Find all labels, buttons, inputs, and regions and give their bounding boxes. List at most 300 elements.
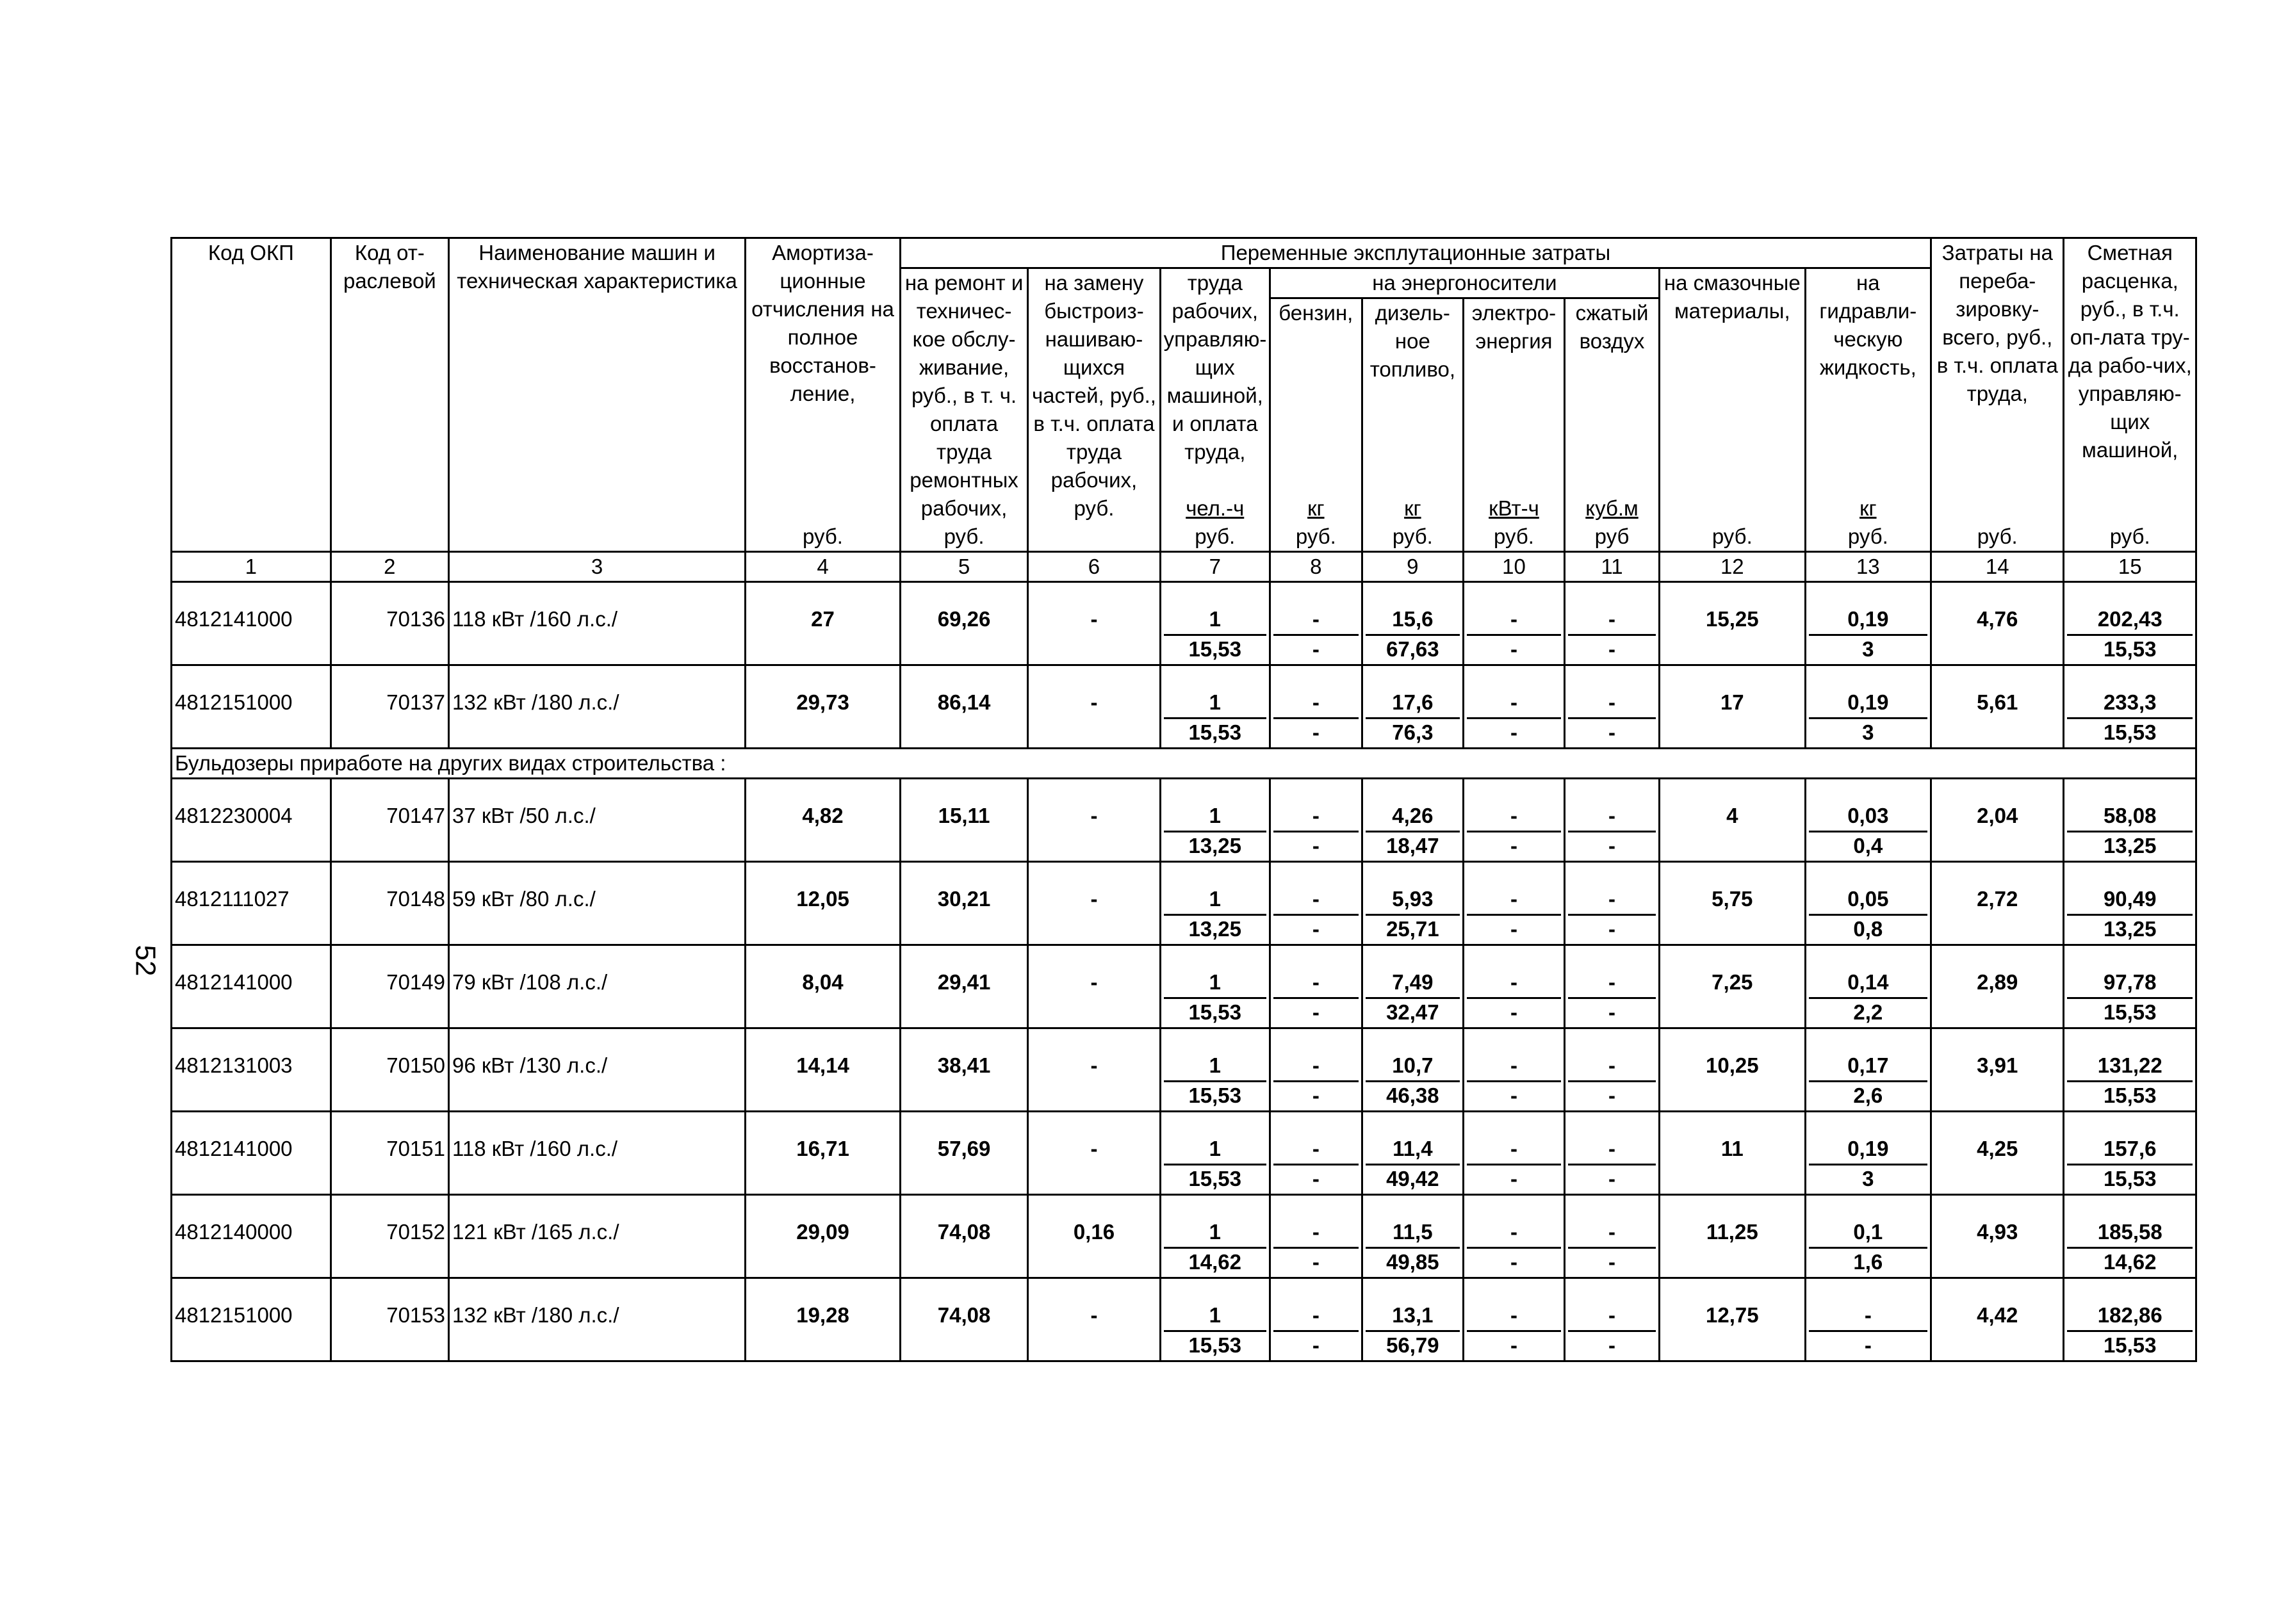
okp-code: 4812230004 <box>172 801 331 862</box>
spacer-row <box>172 582 2196 605</box>
petrol-cell <box>1270 688 1362 749</box>
hydraulic-cell-bottom: 3 <box>1809 717 1927 747</box>
diesel-cell <box>1362 1217 1463 1278</box>
parts-value: - <box>1028 884 1160 945</box>
okp-code: 4812140000 <box>172 1217 331 1278</box>
page-number: 52 <box>129 945 161 977</box>
spacer-cell <box>1463 1028 1564 1052</box>
petrol-cell-top: - <box>1312 1220 1320 1244</box>
header-labor-text: труда рабочих, управляю-щих машиной, и оплата труда, <box>1163 271 1267 464</box>
estimate-cell-top: 157,6 <box>2103 1137 2157 1160</box>
hydraulic-cell-bottom: 3 <box>1809 1164 1927 1194</box>
electricity-cell-top: - <box>1510 690 1517 714</box>
petrol-cell-bottom: - <box>1273 1080 1359 1110</box>
electricity-cell <box>1463 1301 1564 1361</box>
spacer-cell <box>1028 665 1160 688</box>
diesel-cell <box>1362 605 1463 665</box>
spacer-cell <box>1565 1278 1660 1301</box>
header-electricity-unit-top: кВт-ч <box>1489 496 1539 520</box>
okp-code: 4812151000 <box>172 688 331 749</box>
diesel-cell <box>1362 1051 1463 1112</box>
hydraulic-cell-bottom: 1,6 <box>1809 1247 1927 1277</box>
spacer-cell <box>331 582 448 605</box>
spacer-cell <box>1270 582 1362 605</box>
machine-name: 118 кВт /160 л.с./ <box>448 1134 745 1195</box>
air-cell-top: - <box>1608 1053 1615 1077</box>
diesel-cell <box>1362 968 1463 1028</box>
spacer-cell <box>2064 1195 2196 1218</box>
hydraulic-cell <box>1805 968 1931 1028</box>
labor-cell-bottom: 15,53 <box>1164 717 1266 747</box>
spacer-cell <box>1660 862 1806 885</box>
column-number: 11 <box>1565 552 1660 582</box>
spacer-cell <box>2064 582 2196 605</box>
spacer-cell <box>1362 665 1463 688</box>
table-row <box>172 801 2196 862</box>
air-cell-top: - <box>1608 690 1615 714</box>
air-cell <box>1565 1051 1660 1112</box>
spacer-cell <box>1565 945 1660 968</box>
header-energy: на энергоносители <box>1270 268 1659 298</box>
petrol-cell-bottom: - <box>1273 1330 1359 1360</box>
diesel-cell-top: 11,4 <box>1393 1137 1433 1160</box>
lubricants-value: 11 <box>1660 1134 1806 1195</box>
spacer-cell <box>1160 862 1270 885</box>
petrol-cell-bottom: - <box>1273 1247 1359 1277</box>
diesel-cell-top: 13,1 <box>1392 1303 1434 1327</box>
spacer-cell <box>1028 1112 1160 1135</box>
electricity-cell <box>1463 688 1564 749</box>
hydraulic-cell-bottom: 0,8 <box>1809 914 1927 944</box>
estimate-cell-bottom: 15,53 <box>2067 997 2193 1027</box>
hydraulic-cell <box>1805 801 1931 862</box>
petrol-cell <box>1270 1134 1362 1195</box>
column-number: 9 <box>1362 552 1463 582</box>
labor-cell <box>1160 1217 1270 1278</box>
labor-cell-bottom: 14,62 <box>1164 1247 1266 1277</box>
spacer-cell <box>172 1112 331 1135</box>
table-row <box>172 1301 2196 1361</box>
electricity-cell <box>1463 1134 1564 1195</box>
okp-code: 4812141000 <box>172 1134 331 1195</box>
electricity-cell-bottom: - <box>1467 831 1561 861</box>
table-row <box>172 1217 2196 1278</box>
diesel-cell-bottom: 67,63 <box>1366 634 1460 664</box>
spacer-cell <box>746 665 901 688</box>
labor-cell-top: 1 <box>1209 1303 1221 1327</box>
spacer-cell <box>1362 582 1463 605</box>
repair-value: 29,41 <box>900 968 1027 1028</box>
diesel-cell <box>1362 1134 1463 1195</box>
diesel-cell <box>1362 801 1463 862</box>
air-cell <box>1565 884 1660 945</box>
column-number: 3 <box>448 552 745 582</box>
air-cell-top: - <box>1608 607 1615 631</box>
estimate-cell <box>2064 688 2196 749</box>
spacer-cell <box>1565 1195 1660 1218</box>
spacer-cell <box>1160 582 1270 605</box>
okp-code: 4812151000 <box>172 1301 331 1361</box>
spacer-cell <box>1660 1195 1806 1218</box>
spacer-cell <box>172 582 331 605</box>
labor-cell-top: 1 <box>1209 1053 1221 1077</box>
spacer-cell <box>1463 1278 1564 1301</box>
spacer-cell <box>1805 779 1931 802</box>
diesel-cell-bottom: 32,47 <box>1366 997 1460 1027</box>
petrol-cell-top: - <box>1312 690 1320 714</box>
spacer-cell <box>1463 862 1564 885</box>
header-air-unit-bot: руб <box>1594 524 1630 548</box>
machine-name: 132 кВт /180 л.с./ <box>448 1301 745 1361</box>
repair-value: 69,26 <box>900 605 1027 665</box>
relocation-value: 2,04 <box>1931 801 2064 862</box>
header-parts <box>1028 268 1160 552</box>
amortization-value: 29,73 <box>746 688 901 749</box>
petrol-cell-bottom: - <box>1273 831 1359 861</box>
header-diesel <box>1362 298 1463 552</box>
header-estimate-text: Сметная расценка, руб., в т.ч. оп-лата тру-да рабо-чих, управляю-щих машиной, <box>2068 241 2192 462</box>
spacer-cell <box>746 1195 901 1218</box>
parts-value: 0,16 <box>1028 1217 1160 1278</box>
hydraulic-cell <box>1805 1134 1931 1195</box>
header-air <box>1565 298 1660 552</box>
relocation-value: 2,89 <box>1931 968 2064 1028</box>
spacer-cell <box>1270 665 1362 688</box>
petrol-cell-top: - <box>1312 970 1320 994</box>
parts-value: - <box>1028 801 1160 862</box>
amortization-value: 8,04 <box>746 968 901 1028</box>
lubricants-value: 5,75 <box>1660 884 1806 945</box>
diesel-cell-bottom: 46,38 <box>1366 1080 1460 1110</box>
labor-cell-top: 1 <box>1209 1137 1221 1160</box>
petrol-cell <box>1270 1217 1362 1278</box>
labor-cell-top: 1 <box>1209 970 1221 994</box>
diesel-cell-top: 10,7 <box>1392 1053 1434 1077</box>
air-cell-top: - <box>1608 1137 1615 1160</box>
spacer-cell <box>1270 779 1362 802</box>
header-branch-code: Код от-раслевой <box>331 238 448 552</box>
spacer-row <box>172 945 2196 968</box>
header-machine-name: Наименование машин и техническая характеристика <box>448 238 745 552</box>
table-row <box>172 884 2196 945</box>
spacer-cell <box>331 779 448 802</box>
diesel-cell-top: 11,5 <box>1393 1220 1433 1244</box>
header-hydraulic-unit-bot: руб. <box>1847 524 1888 548</box>
air-cell-top: - <box>1608 1303 1615 1327</box>
lubricants-value: 12,75 <box>1660 1301 1806 1361</box>
estimate-cell <box>2064 884 2196 945</box>
spacer-cell <box>331 862 448 885</box>
hydraulic-cell-top: 0,19 <box>1847 607 1889 631</box>
labor-cell-bottom: 15,53 <box>1164 997 1266 1027</box>
spacer-cell <box>900 1195 1027 1218</box>
relocation-value: 4,25 <box>1931 1134 2064 1195</box>
spacer-row <box>172 1195 2196 1218</box>
diesel-cell-bottom: 76,3 <box>1366 717 1460 747</box>
spacer-cell <box>900 1028 1027 1052</box>
spacer-cell <box>172 1028 331 1052</box>
branch-code: 70149 <box>331 968 448 1028</box>
air-cell <box>1565 605 1660 665</box>
spacer-cell <box>448 779 745 802</box>
header-diesel-unit-top: кг <box>1404 496 1421 520</box>
estimate-cell-bottom: 13,25 <box>2067 831 2193 861</box>
column-number: 1 <box>172 552 331 582</box>
amortization-value: 27 <box>746 605 901 665</box>
header-relocation-text: Затраты на переба-зировку-всего, руб., в т.ч. оплата труда, <box>1936 241 2058 405</box>
spacer-cell <box>746 1028 901 1052</box>
table-row <box>172 1134 2196 1195</box>
air-cell-bottom: - <box>1568 634 1656 664</box>
electricity-cell-bottom: - <box>1467 1080 1561 1110</box>
diesel-cell-bottom: 49,85 <box>1366 1247 1460 1277</box>
spacer-cell <box>448 582 745 605</box>
air-cell <box>1565 688 1660 749</box>
header-air-text: сжатый воздух <box>1575 301 1649 353</box>
amortization-value: 14,14 <box>746 1051 901 1112</box>
estimate-cell-top: 90,49 <box>2103 887 2157 911</box>
spacer-cell <box>1931 665 2064 688</box>
petrol-cell-top: - <box>1312 887 1320 911</box>
spacer-cell <box>2064 665 2196 688</box>
header-lubricants <box>1660 268 1806 552</box>
amortization-value: 19,28 <box>746 1301 901 1361</box>
table-row <box>172 1051 2196 1112</box>
header-parts-text: на замену быстроиз-нашиваю-щихся частей, руб., в т.ч. оплата труда рабочих, <box>1031 271 1156 492</box>
diesel-cell <box>1362 688 1463 749</box>
estimate-cell-bottom: 14,62 <box>2067 1247 2193 1277</box>
column-number: 8 <box>1270 552 1362 582</box>
spacer-cell <box>1931 1195 2064 1218</box>
spacer-cell <box>172 665 331 688</box>
petrol-cell-top: - <box>1312 1053 1320 1077</box>
diesel-cell <box>1362 884 1463 945</box>
estimate-cell <box>2064 801 2196 862</box>
spacer-cell <box>1463 779 1564 802</box>
diesel-cell-top: 15,6 <box>1392 607 1434 631</box>
spacer-cell <box>2064 945 2196 968</box>
diesel-cell <box>1362 1301 1463 1361</box>
column-number: 10 <box>1463 552 1564 582</box>
electricity-cell-bottom: - <box>1467 634 1561 664</box>
air-cell <box>1565 1301 1660 1361</box>
estimate-cell-top: 131,22 <box>2097 1053 2162 1077</box>
header-petrol <box>1270 298 1362 552</box>
spacer-cell <box>172 945 331 968</box>
section-title: Бульдозеры приработе на других видах строительства : <box>172 749 2196 779</box>
air-cell-bottom: - <box>1568 831 1656 861</box>
petrol-cell-bottom: - <box>1273 1164 1359 1194</box>
hydraulic-cell <box>1805 688 1931 749</box>
hydraulic-cell-bottom: 2,2 <box>1809 997 1927 1027</box>
spacer-cell <box>1463 1195 1564 1218</box>
hydraulic-cell <box>1805 1217 1931 1278</box>
amortization-value: 4,82 <box>746 801 901 862</box>
spacer-cell <box>1805 582 1931 605</box>
labor-cell-top: 1 <box>1209 804 1221 827</box>
diesel-cell-bottom: 56,79 <box>1366 1330 1460 1360</box>
machine-cost-table <box>170 237 2197 1362</box>
spacer-cell <box>331 1112 448 1135</box>
electricity-cell-top: - <box>1510 607 1517 631</box>
spacer-cell <box>1160 1278 1270 1301</box>
header-petrol-text: бензин, <box>1279 301 1353 325</box>
electricity-cell-bottom: - <box>1467 717 1561 747</box>
estimate-cell-top: 233,3 <box>2103 690 2157 714</box>
spacer-cell <box>172 779 331 802</box>
header-electricity-unit-bot: руб. <box>1493 524 1534 548</box>
spacer-cell <box>746 779 901 802</box>
electricity-cell <box>1463 801 1564 862</box>
air-cell-top: - <box>1608 970 1615 994</box>
spacer-cell <box>2064 862 2196 885</box>
hydraulic-cell-top: 0,1 <box>1853 1220 1883 1244</box>
estimate-cell-top: 182,86 <box>2097 1303 2162 1327</box>
column-number: 13 <box>1805 552 1931 582</box>
spacer-cell <box>448 945 745 968</box>
header-hydraulic-text: на гидравли-ческую жидкость, <box>1819 271 1917 379</box>
spacer-cell <box>1565 779 1660 802</box>
header-diesel-unit-bot: руб. <box>1392 524 1433 548</box>
spacer-cell <box>746 1112 901 1135</box>
diesel-cell-bottom: 25,71 <box>1366 914 1460 944</box>
spacer-cell <box>1565 862 1660 885</box>
spacer-row <box>172 1028 2196 1052</box>
spacer-cell <box>2064 1278 2196 1301</box>
parts-value: - <box>1028 688 1160 749</box>
spacer-cell <box>900 1278 1027 1301</box>
labor-cell-bottom: 13,25 <box>1164 831 1266 861</box>
okp-code: 4812141000 <box>172 968 331 1028</box>
repair-value: 57,69 <box>900 1134 1027 1195</box>
air-cell-bottom: - <box>1568 1164 1656 1194</box>
spacer-cell <box>1660 779 1806 802</box>
okp-code: 4812141000 <box>172 605 331 665</box>
estimate-cell-bottom: 15,53 <box>2067 717 2193 747</box>
electricity-cell-top: - <box>1510 887 1517 911</box>
lubricants-value: 15,25 <box>1660 605 1806 665</box>
header-hydraulic <box>1805 268 1931 552</box>
electricity-cell-top: - <box>1510 1137 1517 1160</box>
branch-code: 70151 <box>331 1134 448 1195</box>
petrol-cell <box>1270 801 1362 862</box>
diesel-cell-bottom: 49,42 <box>1366 1164 1460 1194</box>
spacer-cell <box>1270 945 1362 968</box>
relocation-value: 4,42 <box>1931 1301 2064 1361</box>
header-lubricants-text: на смазочные материалы, <box>1663 271 1801 323</box>
spacer-cell <box>331 1195 448 1218</box>
lubricants-value: 7,25 <box>1660 968 1806 1028</box>
table-row <box>172 688 2196 749</box>
spacer-row <box>172 1112 2196 1135</box>
machine-name: 37 кВт /50 л.с./ <box>448 801 745 862</box>
petrol-cell <box>1270 968 1362 1028</box>
column-number: 14 <box>1931 552 2064 582</box>
electricity-cell <box>1463 968 1564 1028</box>
spacer-cell <box>1805 945 1931 968</box>
header-electricity <box>1463 298 1564 552</box>
spacer-cell <box>746 1278 901 1301</box>
spacer-cell <box>900 779 1027 802</box>
labor-cell-bottom: 15,53 <box>1164 1164 1266 1194</box>
relocation-value: 5,61 <box>1931 688 2064 749</box>
air-cell-bottom: - <box>1568 914 1656 944</box>
hydraulic-cell-top: 0,19 <box>1847 690 1889 714</box>
labor-cell <box>1160 688 1270 749</box>
repair-value: 74,08 <box>900 1217 1027 1278</box>
lubricants-value: 10,25 <box>1660 1051 1806 1112</box>
electricity-cell <box>1463 1217 1564 1278</box>
lubricants-value: 11,25 <box>1660 1217 1806 1278</box>
parts-value: - <box>1028 605 1160 665</box>
section-row <box>172 749 2196 779</box>
hydraulic-cell-bottom: - <box>1809 1330 1927 1360</box>
air-cell-top: - <box>1608 804 1615 827</box>
amortization-value: 29,09 <box>746 1217 901 1278</box>
parts-value: - <box>1028 1134 1160 1195</box>
petrol-cell-top: - <box>1312 1137 1320 1160</box>
hydraulic-cell <box>1805 884 1931 945</box>
labor-cell-bottom: 15,53 <box>1164 634 1266 664</box>
machine-name: 79 кВт /108 л.с./ <box>448 968 745 1028</box>
spacer-cell <box>1028 779 1160 802</box>
spacer-cell <box>1270 862 1362 885</box>
spacer-cell <box>448 1112 745 1135</box>
repair-value: 30,21 <box>900 884 1027 945</box>
spacer-cell <box>1463 1112 1564 1135</box>
spacer-cell <box>1160 1195 1270 1218</box>
okp-code: 4812111027 <box>172 884 331 945</box>
estimate-cell-bottom: 15,53 <box>2067 1330 2193 1360</box>
spacer-cell <box>331 665 448 688</box>
spacer-cell <box>1660 1028 1806 1052</box>
machine-name: 59 кВт /80 л.с./ <box>448 884 745 945</box>
labor-cell-bottom: 15,53 <box>1164 1330 1266 1360</box>
air-cell-bottom: - <box>1568 1247 1656 1277</box>
column-numbers-row <box>172 552 2196 582</box>
header-labor-unit-top: чел.-ч <box>1186 496 1245 520</box>
spacer-cell <box>1931 945 2064 968</box>
spacer-cell <box>900 945 1027 968</box>
branch-code: 70136 <box>331 605 448 665</box>
spacer-cell <box>2064 1028 2196 1052</box>
header-hydraulic-unit-top: кг <box>1859 496 1877 520</box>
header-relocation-unit: руб. <box>1977 524 2018 548</box>
header-diesel-text: дизель-ное топливо, <box>1369 301 1456 381</box>
electricity-cell-bottom: - <box>1467 1330 1561 1360</box>
spacer-cell <box>1805 1112 1931 1135</box>
estimate-cell-bottom: 15,53 <box>2067 634 2193 664</box>
spacer-cell <box>1270 1112 1362 1135</box>
spacer-cell <box>1160 945 1270 968</box>
branch-code: 70137 <box>331 688 448 749</box>
branch-code: 70153 <box>331 1301 448 1361</box>
spacer-cell <box>746 862 901 885</box>
spacer-cell <box>1028 1195 1160 1218</box>
estimate-cell <box>2064 968 2196 1028</box>
header-lubricants-unit: руб. <box>1712 524 1753 548</box>
hydraulic-cell-top: 0,14 <box>1847 970 1889 994</box>
machine-name: 96 кВт /130 л.с./ <box>448 1051 745 1112</box>
estimate-cell-top: 58,08 <box>2103 804 2157 827</box>
spacer-cell <box>1565 1028 1660 1052</box>
header-okp: Код ОКП <box>172 238 331 552</box>
estimate-cell-bottom: 15,53 <box>2067 1164 2193 1194</box>
spacer-cell <box>1660 665 1806 688</box>
petrol-cell <box>1270 1051 1362 1112</box>
petrol-cell-top: - <box>1312 804 1320 827</box>
spacer-cell <box>1805 862 1931 885</box>
